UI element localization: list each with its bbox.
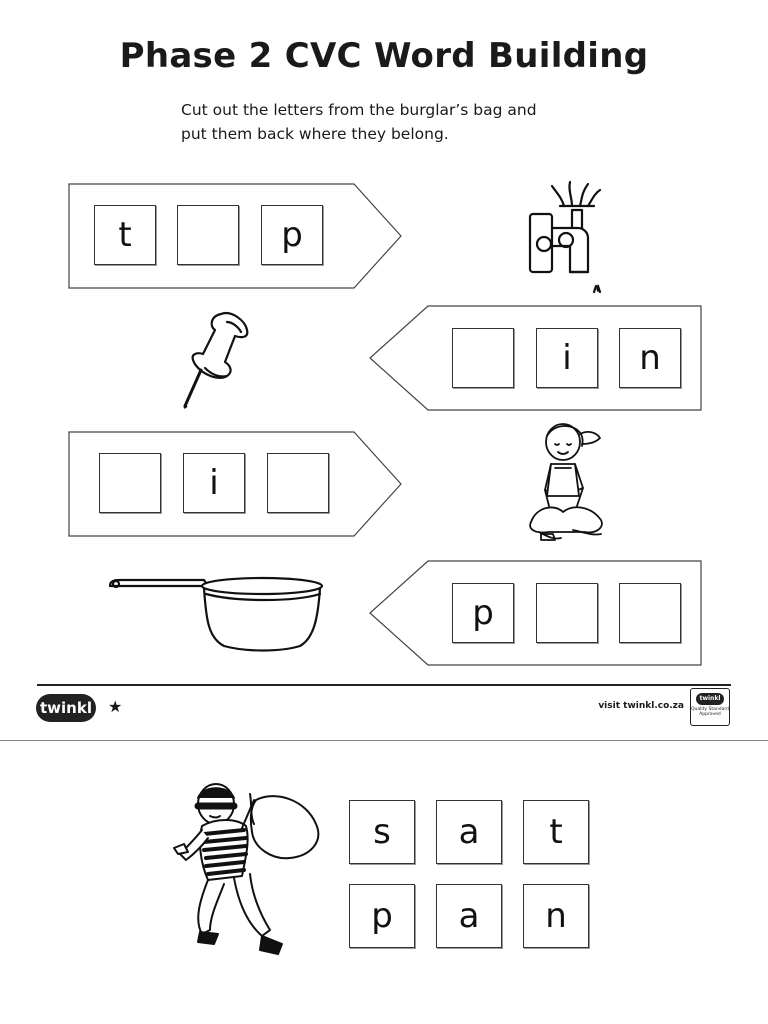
tap-icon [520,176,615,298]
letter-box[interactable]: p [261,205,323,265]
letter-box[interactable] [177,205,239,265]
letter-box[interactable] [619,583,681,643]
letter-box[interactable]: p [452,583,514,643]
letter-box[interactable] [267,453,329,513]
letter-box[interactable] [452,328,514,388]
letter-box[interactable]: i [183,453,245,513]
quality-badge [690,688,730,726]
cut-line [0,740,768,741]
page-title: Phase 2 CVC Word Building [119,36,649,76]
instruction-line-2: put them back where they belong. [181,125,449,143]
cutout-letter[interactable]: p [349,884,415,948]
cutout-letter[interactable]: s [349,800,415,864]
footer-divider [37,684,731,686]
letter-box[interactable]: i [536,328,598,388]
badge-text: Quality Standard Approved [691,707,729,717]
instruction-line-1: Cut out the letters from the burglar’s bag and [181,101,537,119]
cutout-letter[interactable]: n [523,884,589,948]
letter-box[interactable] [99,453,161,513]
website-text: visit twinkl.co.za [598,701,684,711]
letter-box[interactable]: t [94,205,156,265]
letter-box[interactable]: n [619,328,681,388]
burglar-icon [168,780,324,986]
star-icon: ★ [108,697,123,716]
cutout-letter[interactable]: a [436,884,502,948]
badge-logo: twinkl [696,693,724,705]
girl-sitting-icon [523,420,613,546]
twinkl-logo: twinkl [36,694,96,722]
instructions [181,98,621,146]
cutout-letter[interactable]: t [523,800,589,864]
letter-box[interactable] [536,583,598,643]
saucepan-icon [104,572,326,652]
pushpin-icon [175,308,257,410]
cutout-letter[interactable]: a [436,800,502,864]
